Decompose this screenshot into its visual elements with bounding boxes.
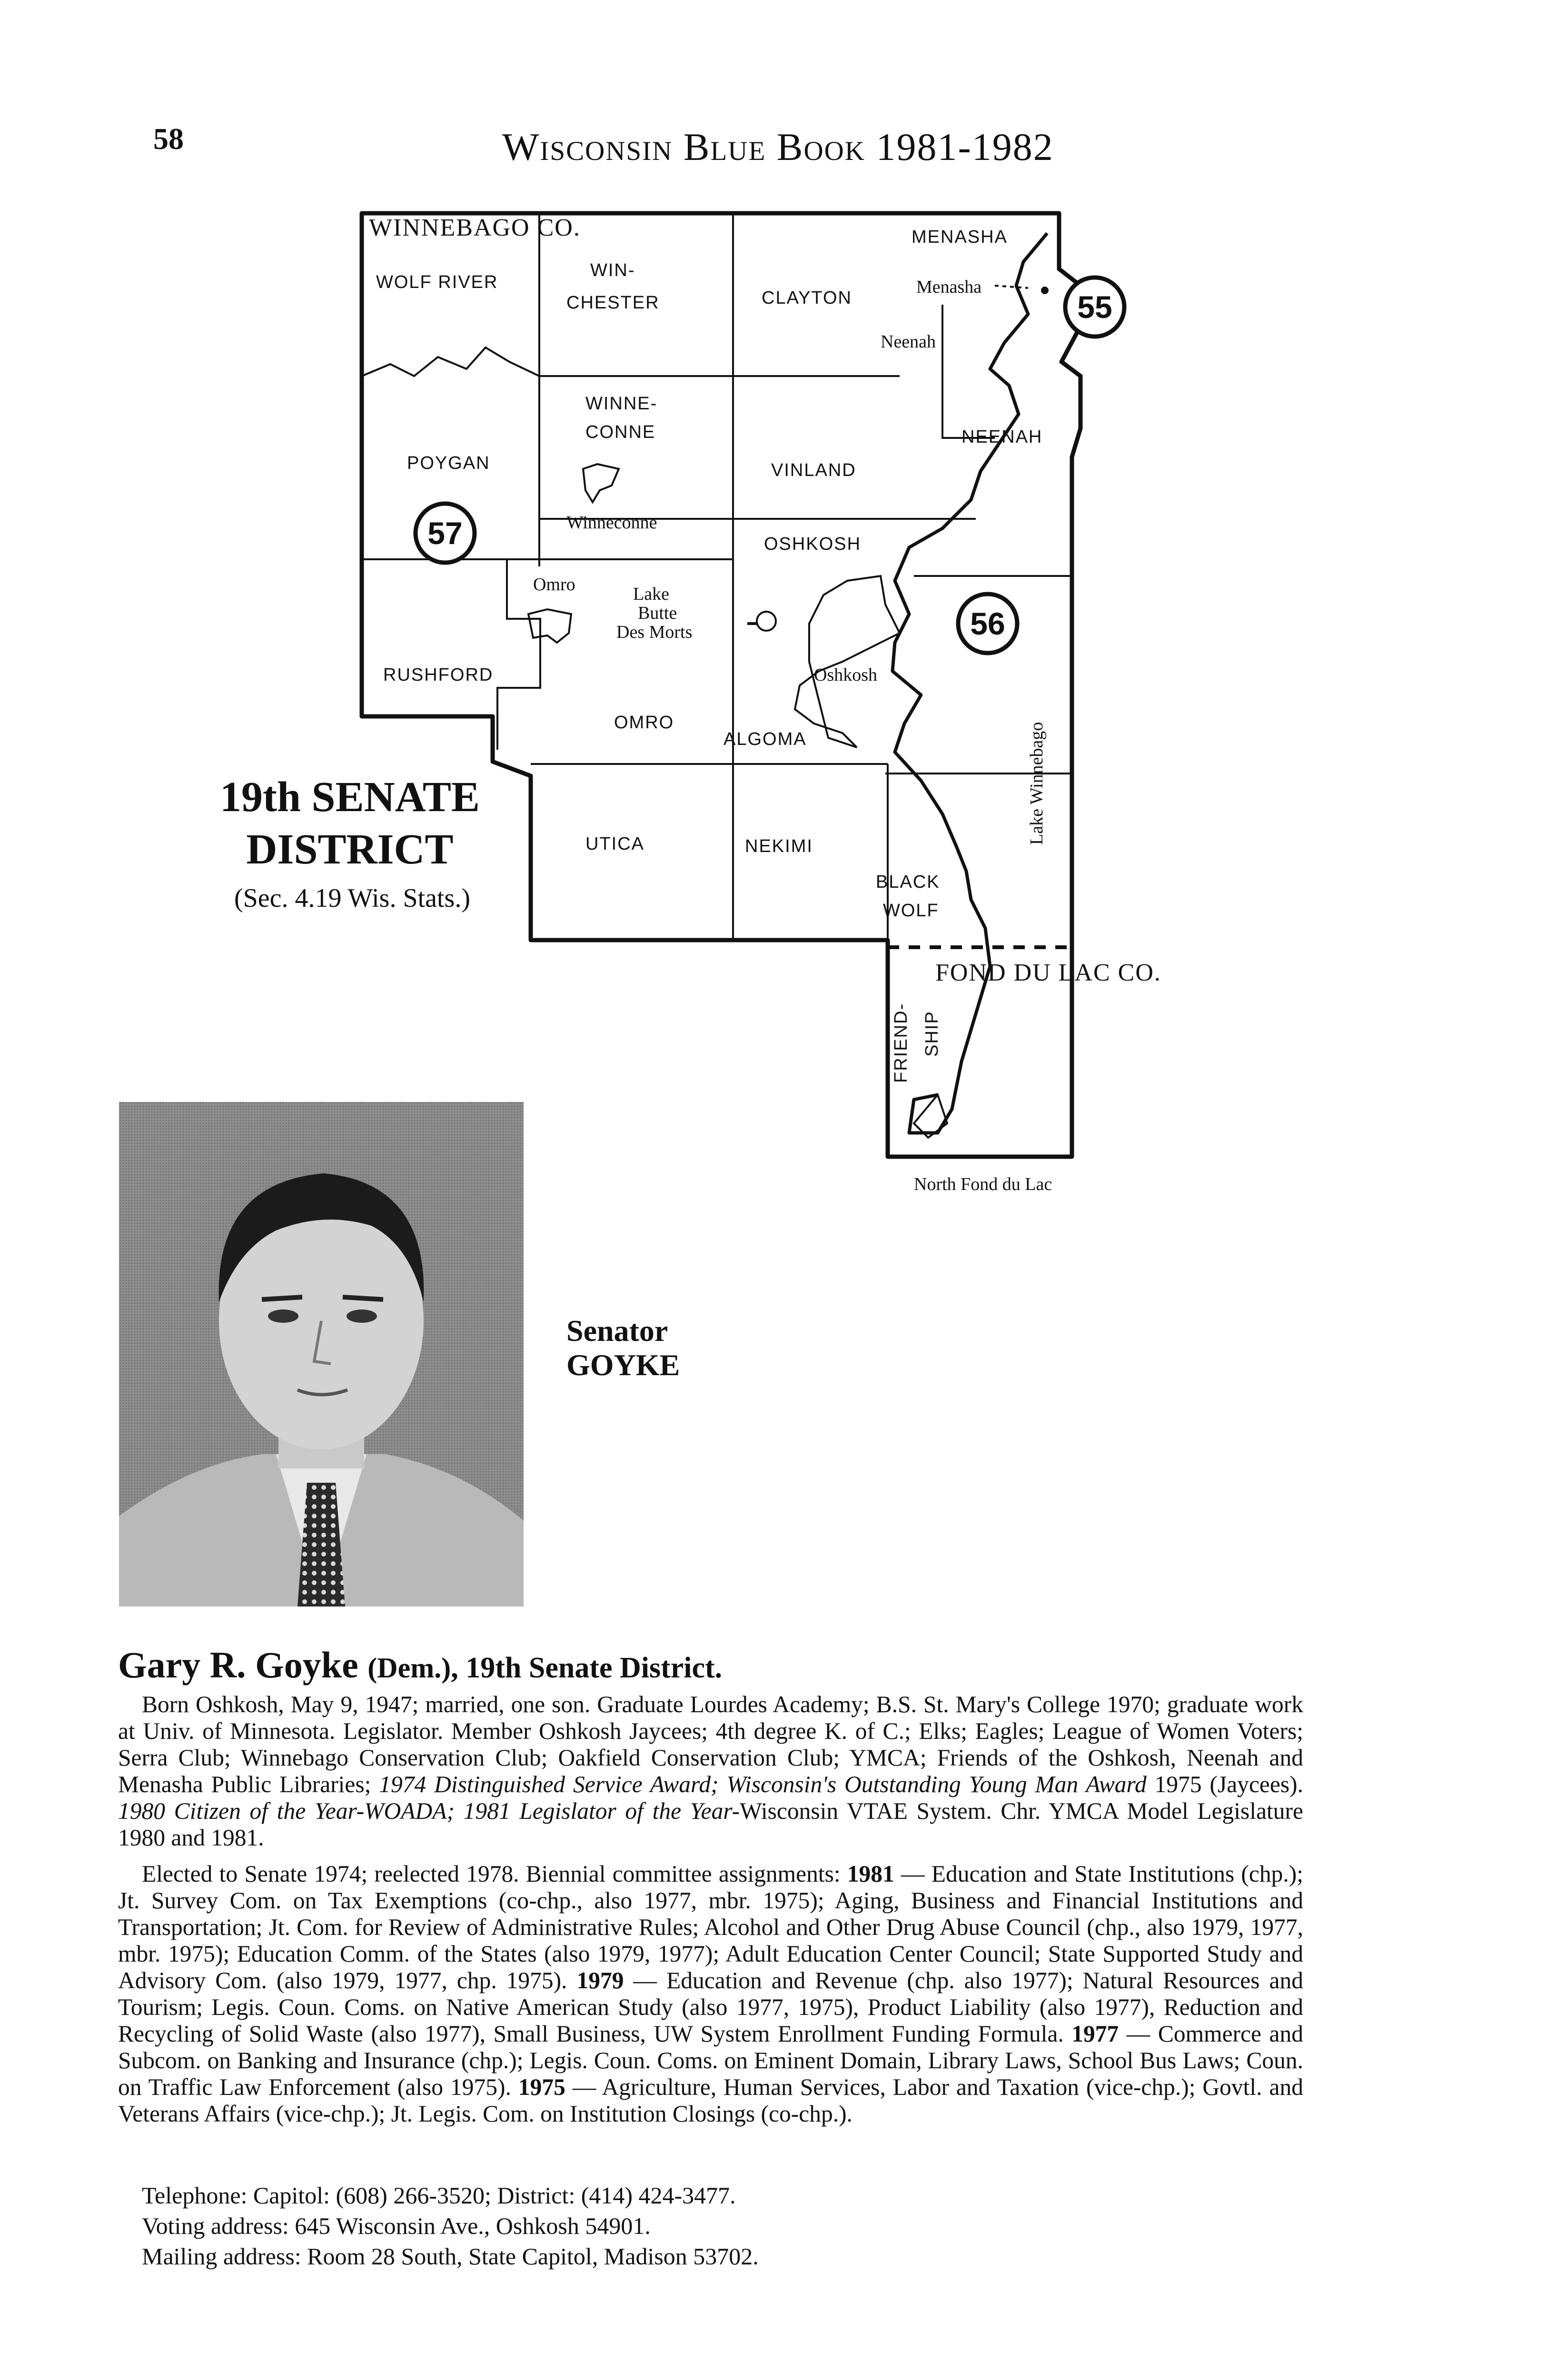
voting-address-line: Voting address: 645 Wisconsin Ave., Oshkosh 54901. (142, 2212, 651, 2239)
legislator-name: Gary R. Goyke (118, 1644, 358, 1686)
service-text-c: — Education and Revenue (chp. also 1977); Natural Resources and Tourism; Legis. Coun. Coms. on Native American Study (also 1977, 1975), Product Liability (also 1977), Reduction and Recycling of Solid Waste (also 1977), Small Business, UW System Enrollment Funding Formula. (118, 1967, 1303, 2047)
service-paragraph (118, 1861, 1303, 2127)
county-label-fond-du-lac: FOND DU LAC CO. (935, 959, 1161, 986)
town-label-winneconne-2: CONNE (585, 422, 656, 442)
town-label-winchester-1: WIN- (590, 260, 635, 280)
statute-reference: (Sec. 4.19 Wis. Stats.) (234, 883, 470, 913)
town-label-poygan: POYGAN (407, 453, 490, 473)
portrait-caption-name: GOYKE (566, 1348, 680, 1382)
personal-paragraph (118, 1691, 1303, 1851)
city-label-lake-butte-1: Lake (633, 584, 669, 604)
town-label-clayton: CLAYTON (762, 288, 852, 308)
town-label-omro: OMRO (614, 713, 674, 733)
service-year-1979: 1979 (576, 1967, 624, 1993)
town-label-wolf-river: WOLF RIVER (376, 272, 498, 292)
service-text-e: — Agriculture, Human Services, Labor and Taxation (vice-chp.); Govtl. and Veterans Affairs (vice-chp.); Jt. Legis. Com. on Institution Closings (co-chp.). (118, 2074, 1303, 2127)
portrait-caption (566, 1314, 680, 1382)
city-label-winneconne: Winneconne (566, 513, 657, 533)
city-label-menasha: Menasha (916, 277, 982, 297)
assembly-district-56-label: 56 (970, 606, 1005, 641)
biography (118, 1645, 1303, 2127)
city-label-north-fond-du-lac: North Fond du Lac (914, 1174, 1052, 1194)
city-label-lake-winnebago: Lake Winnebago (1027, 722, 1047, 845)
district-title (164, 771, 535, 876)
town-label-black-wolf-2: WOLF (883, 901, 939, 921)
biography-heading (118, 1645, 1303, 1688)
town-label-friendship-2: SHIP (922, 1011, 942, 1057)
district-designation: , 19th Senate District. (451, 1652, 723, 1684)
town-label-winneconne-1: WINNE- (585, 394, 658, 414)
county-label-winnebago: WINNEBAGO CO. (369, 214, 581, 241)
town-label-nekimi: NEKIMI (745, 836, 813, 856)
town-label-menasha: MENASHA (912, 227, 1008, 247)
personal-award-1: 1974 Distinguished Service Award; Wisconsin's Outstanding Young Man Award (379, 1771, 1147, 1797)
city-label-oshkosh: Oshkosh (814, 665, 878, 685)
telephone-line: Telephone: Capitol: (608) 266-3520; District: (414) 424-3477. (142, 2182, 736, 2209)
page-number: 58 (153, 122, 184, 156)
senator-portrait (119, 1102, 524, 1606)
portrait-caption-title: Senator (566, 1314, 668, 1348)
service-text-a: Elected to Senate 1974; reelected 1978. Biennial committee assignments: (142, 1861, 847, 1887)
city-label-neenah: Neenah (881, 332, 936, 352)
town-label-vinland: VINLAND (771, 460, 856, 480)
district-boundary (362, 213, 1080, 1157)
assembly-district-55-label: 55 (1077, 289, 1112, 325)
town-label-winchester-2: CHESTER (566, 293, 660, 313)
town-label-friendship-1: FRIEND- (891, 1002, 911, 1083)
lake-winnebago-shore (892, 233, 1047, 1133)
town-label-oshkosh: OSHKOSH (764, 534, 862, 554)
mailing-address-line: Mailing address: Room 28 South, State Capitol, Madison 53702. (142, 2243, 759, 2270)
city-label-omro: Omro (533, 575, 575, 595)
town-label-utica: UTICA (585, 834, 644, 854)
district-title-line2: DISTRICT (246, 826, 454, 873)
personal-text-c: Wisconsin VTAE System. Chr. YMCA Model Legislature 1980 and 1981. (118, 1798, 1304, 1851)
service-year-1977: 1977 (1071, 2021, 1119, 2047)
contact-info (142, 2180, 759, 2271)
city-label-lake-butte-2: Butte (638, 603, 677, 623)
city-label-lake-butte-3: Des Morts (616, 622, 693, 642)
town-label-rushford: RUSHFORD (383, 665, 494, 685)
party-affiliation: (Dem.) (367, 1652, 451, 1684)
assembly-district-57-label: 57 (427, 516, 463, 551)
town-label-black-wolf-1: BLACK (876, 872, 940, 892)
personal-award-2: 1980 Citizen of the Year-WOADA; 1981 Legislator of the Year- (118, 1798, 740, 1824)
service-text-d: — Commerce and Subcom. on Banking and Insurance (chp.); Legis. Coun. Coms. on Eminent Domain, Library Laws, School Bus Laws; Coun. on Traffic Law Enforcement (also 1975). (118, 2021, 1303, 2100)
personal-text-a: Born Oshkosh, May 9, 1947; married, one son. Graduate Lourdes Academy; B.S. St. Mary's College 1970; graduate work at Univ. of Minnesota. Legislator. Member Oshkosh Jaycees; 4th degree K. of C.; Elks; Eagles; League of Women Voters; Serra Club; Winnebago Conservation Club; Oakfield Conservation Club; YMCA; Friends of the Oshkosh, Neenah and Menasha Public Libraries; (118, 1691, 1303, 1797)
town-label-algoma: ALGOMA (723, 729, 807, 749)
personal-text-b: 1975 (Jaycees). (1146, 1771, 1303, 1797)
district-map (324, 205, 1171, 1219)
district-title-line1: 19th SENATE (220, 774, 480, 821)
town-label-neenah: NEENAH (961, 427, 1043, 447)
running-head: Wisconsin Blue Book 1981-1982 (502, 125, 1054, 169)
service-text-b: — Education and State Institutions (chp.); Jt. Survey Com. on Tax Exemptions (co-chp., also 1977, mbr. 1975); Aging, Business and Financial Institutions and Transportation; Jt. Com. for Review of Administrative Rules; Alcohol and Other Drug Abuse Council (chp., also 1979, 1977, mbr. 1975); Education Comm. of the States (also 1979, 1977); Adult Education Center Council; State Supported Study and Advisory Com. (also 1979, 1977, chp. 1975). (118, 1861, 1303, 1993)
service-year-1975: 1975 (518, 2074, 565, 2100)
service-year-1981: 1981 (847, 1861, 894, 1887)
